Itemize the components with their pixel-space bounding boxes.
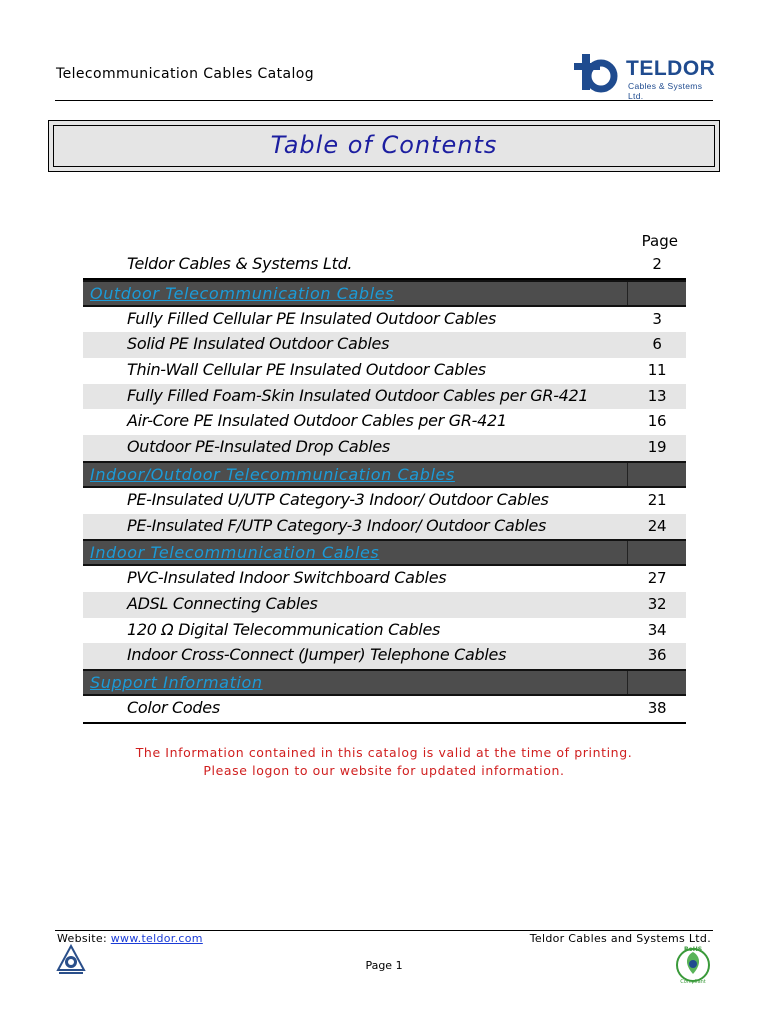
title-box (48, 120, 720, 172)
toc-entry-row[interactable] (83, 618, 686, 644)
toc-entry-row[interactable] (83, 643, 686, 669)
toc-entry-page: 27 (628, 566, 686, 592)
notice-line-1: The Information contained in this catalog is valid at the time of printing. (135, 745, 633, 760)
toc-entry-page: 34 (628, 618, 686, 644)
svg-text:RoHS: RoHS (683, 946, 703, 953)
toc-section-row[interactable] (83, 539, 686, 566)
toc-entry-page: 38 (628, 696, 686, 722)
toc-entry-label: ADSL Connecting Cables (127, 593, 318, 613)
toc-section-title[interactable]: Outdoor Telecommunication Cables (90, 283, 395, 303)
website-label: Website: (57, 932, 111, 945)
website-link[interactable]: www.teldor.com (110, 932, 203, 945)
toc-entry-row[interactable] (83, 566, 686, 592)
toc-entry-row[interactable] (83, 435, 686, 461)
toc-entry-row[interactable] (83, 696, 686, 724)
quality-seal-icon (56, 944, 86, 976)
notice-line-2: Please logon to our website for updated information. (203, 763, 565, 778)
toc-entry-page: 32 (628, 592, 686, 618)
toc-entry-label: Color Codes (127, 697, 220, 717)
toc-entry-page: 16 (628, 409, 686, 435)
toc-section-title[interactable]: Indoor Telecommunication Cables (90, 543, 380, 563)
toc-entry-label: Thin-Wall Cellular PE Insulated Outdoor Cables (127, 360, 486, 380)
footer-divider (55, 930, 713, 931)
toc-entry-page: 6 (628, 332, 686, 358)
rohs-compliant-icon (672, 944, 714, 984)
toc-entry-page: 24 (628, 514, 686, 540)
toc-entry-page: 21 (628, 488, 686, 514)
toc-section-page-cell (627, 463, 686, 486)
toc-entry-label: 120 Ω Digital Telecommunication Cables (127, 619, 441, 639)
toc-section-row[interactable] (83, 461, 686, 488)
toc-section-row[interactable] (83, 280, 686, 307)
toc-entry-row[interactable] (83, 514, 686, 540)
header-divider (55, 100, 713, 101)
toc-entry-page: 2 (628, 252, 686, 278)
toc-entry-label: Fully Filled Cellular PE Insulated Outdoor Cables (127, 308, 496, 328)
toc-entry-row[interactable] (83, 409, 686, 435)
footer-company: Teldor Cables and Systems Ltd. (529, 932, 711, 945)
toc-entry-page: 3 (628, 307, 686, 333)
toc-entry-label: Teldor Cables & Systems Ltd. (127, 254, 353, 273)
page-column-header: Page (641, 232, 678, 250)
toc-section-page-cell (627, 541, 686, 564)
page-number: Page 1 (365, 959, 403, 972)
toc-entry-page: 13 (628, 384, 686, 410)
toc-entry-label: Solid PE Insulated Outdoor Cables (127, 334, 390, 354)
toc-entry-page: 19 (628, 435, 686, 461)
toc-entry-row[interactable] (83, 488, 686, 514)
catalog-title: Telecommunication Cables Catalog (56, 66, 315, 82)
teldor-logo-icon (574, 50, 622, 94)
teldor-logo (574, 50, 716, 101)
toc-row-intro[interactable] (83, 252, 686, 280)
logo-subtitle: Cables & Systems Ltd. (628, 81, 703, 101)
toc-entry-row[interactable] (83, 384, 686, 410)
toc-section-page-cell (627, 282, 686, 305)
toc-section-row[interactable] (83, 669, 686, 696)
toc-entry-label: Fully Filled Foam-Skin Insulated Outdoor Cables per GR-421 (127, 385, 589, 405)
toc-entry-label: PE-Insulated F/UTP Category-3 Indoor/ Outdoor Cables (127, 515, 547, 535)
toc-rows (83, 252, 686, 724)
toc-entry-row[interactable] (83, 592, 686, 618)
toc-entry-label: PVC-Insulated Indoor Switchboard Cables (127, 568, 447, 588)
toc-entry-label: Indoor Cross-Connect (Jumper) Telephone Cables (127, 645, 507, 665)
toc-section-title[interactable]: Indoor/Outdoor Telecommunication Cables (90, 464, 455, 484)
page-title: Table of Contents (270, 131, 498, 159)
toc-entry-page: 11 (628, 358, 686, 384)
toc-entry-page: 36 (628, 643, 686, 669)
toc-section-page-cell (627, 671, 686, 694)
toc-entry-row[interactable] (83, 358, 686, 384)
toc-entry-label: Air-Core PE Insulated Outdoor Cables per GR-421 (127, 411, 507, 431)
svg-text:Compliant: Compliant (680, 979, 706, 984)
toc-section-title[interactable]: Support Information (90, 672, 263, 692)
logo-name: TELDOR (626, 57, 716, 80)
toc-entry-row[interactable] (83, 332, 686, 358)
toc-entry-row[interactable] (83, 307, 686, 333)
toc-entry-label: PE-Insulated U/UTP Category-3 Indoor/ Outdoor Cables (127, 489, 549, 509)
toc-entry-label: Outdoor PE-Insulated Drop Cables (127, 437, 390, 457)
